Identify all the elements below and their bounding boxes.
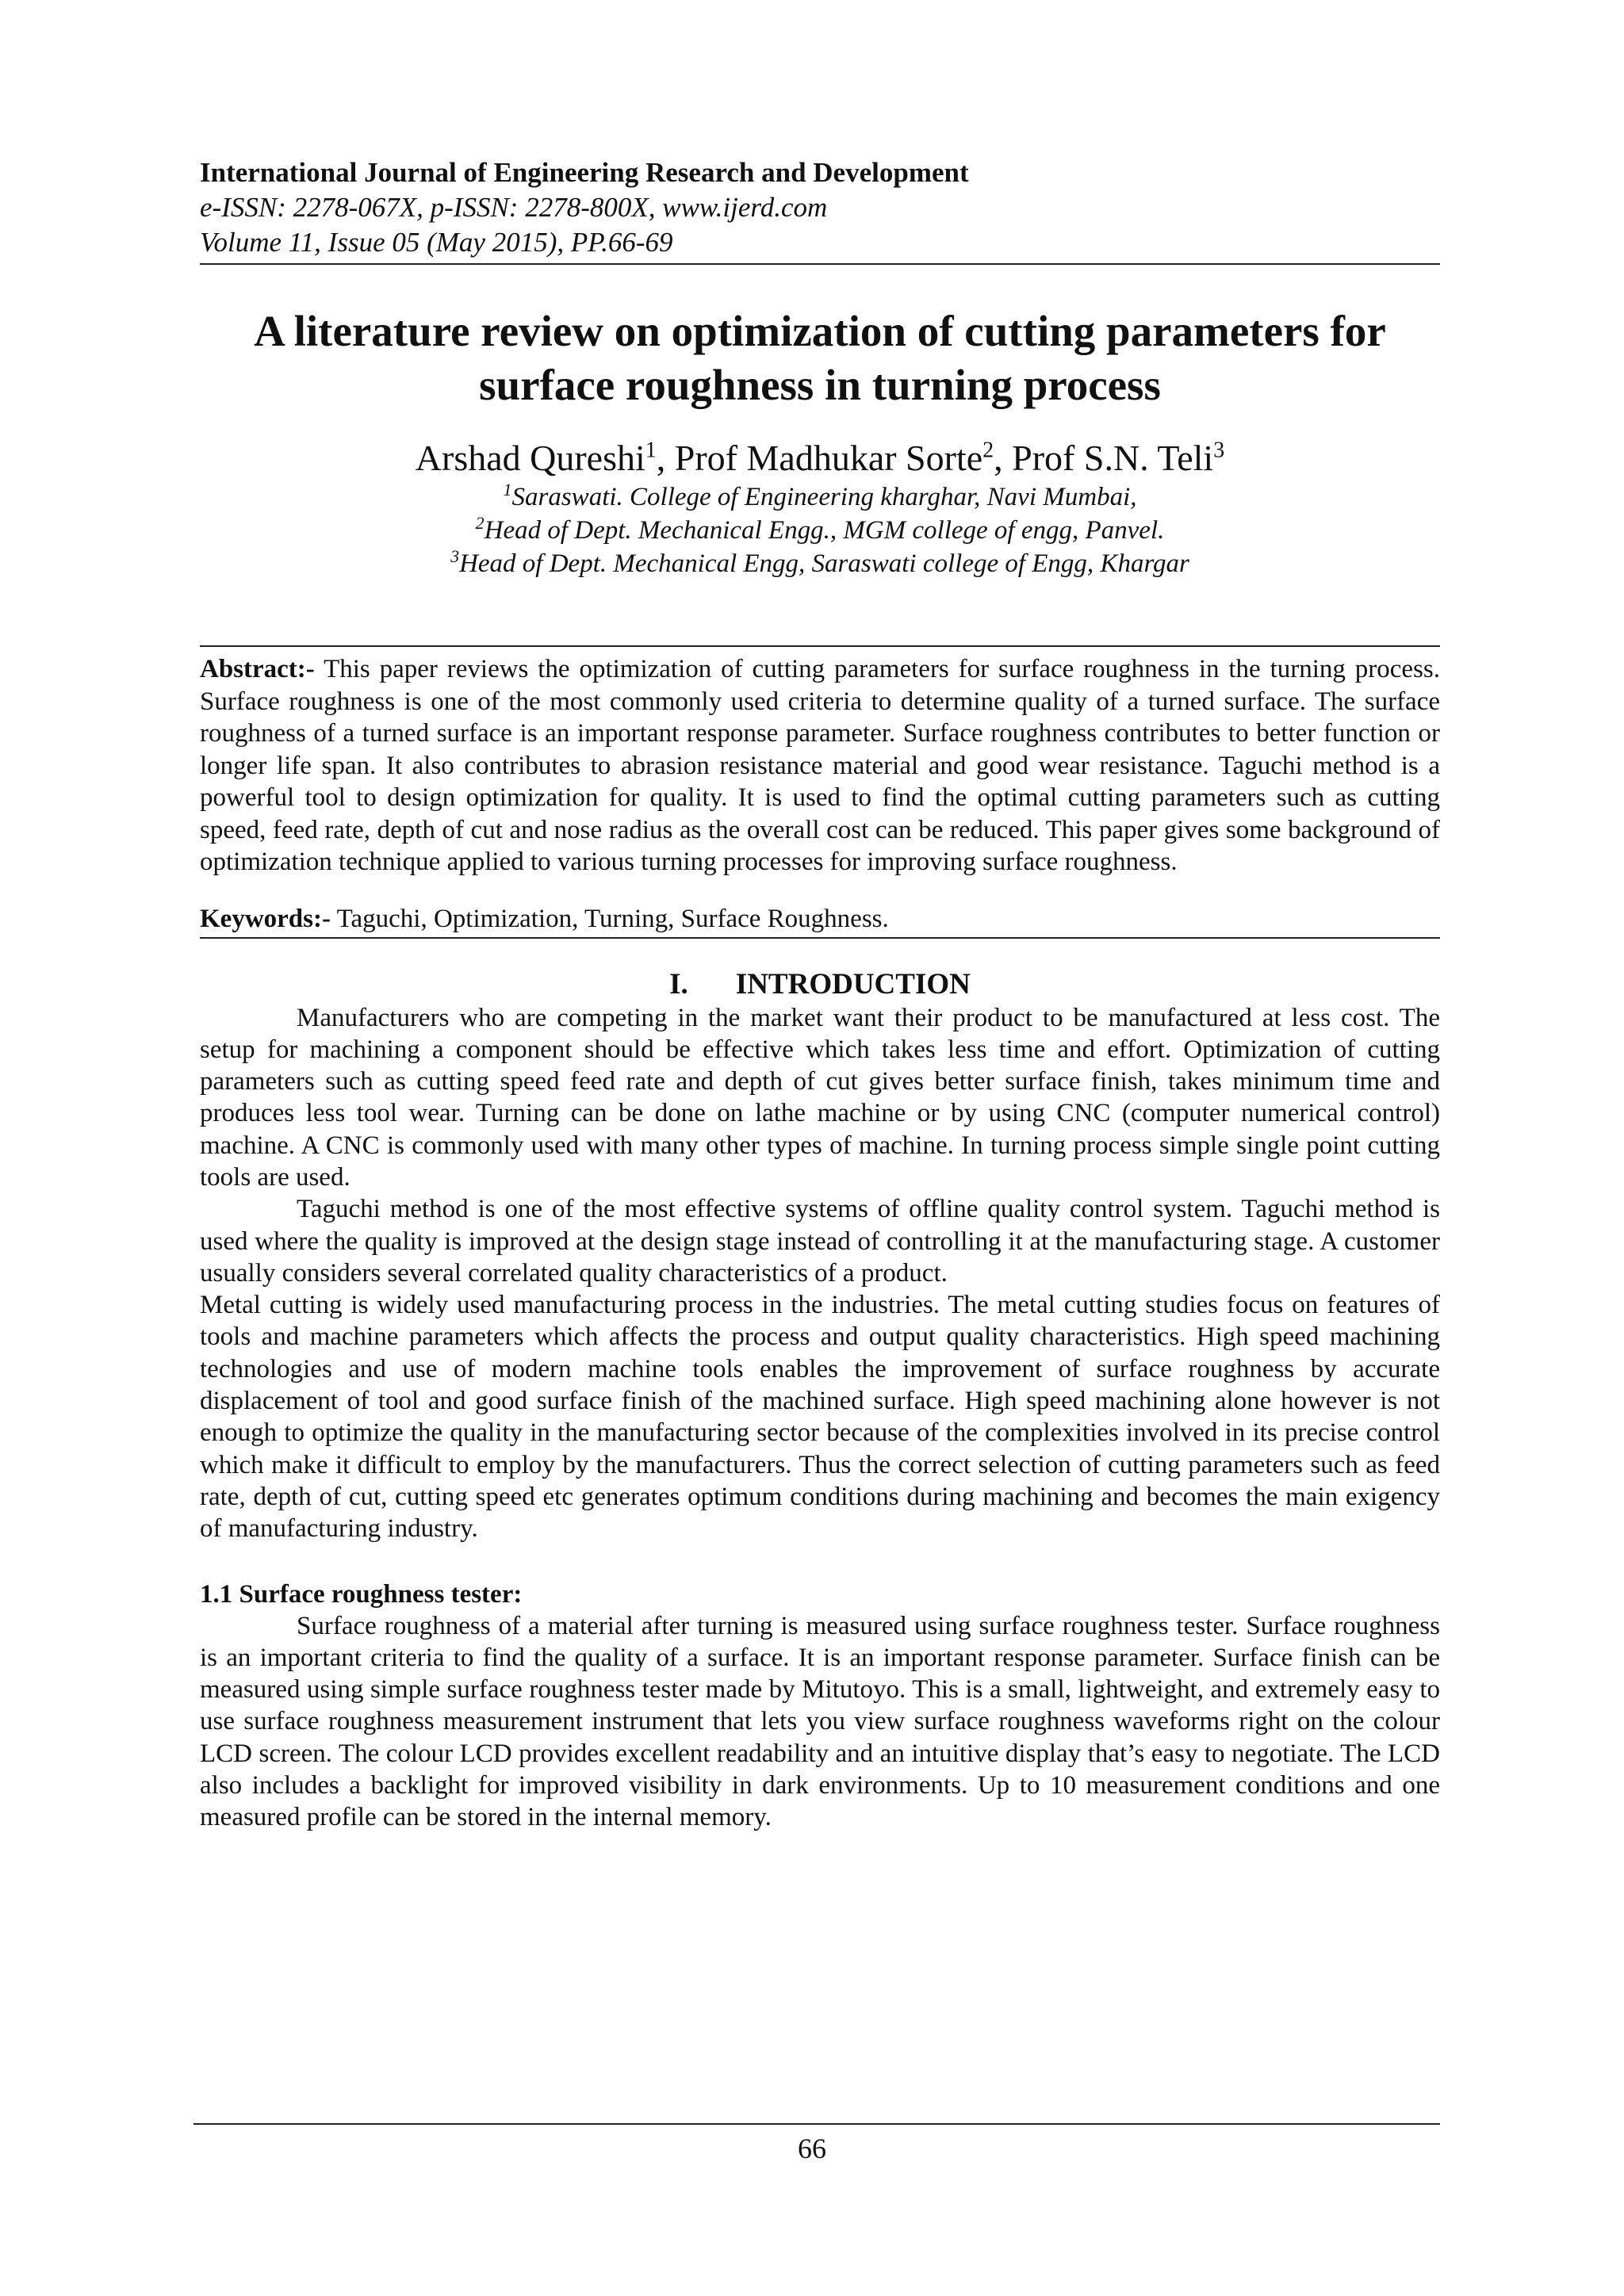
affiliation-list <box>200 480 1440 580</box>
paper-title-line-1: A literature review on optimization of cutting parameters for <box>254 307 1386 355</box>
author-name: Prof Madhukar Sorte <box>674 438 983 478</box>
subsection-paragraph: Surface roughness of a material after turning is measured using surface roughness tester. Surface roughness is an important criteria to find the quality of a surface. It is an important response parameter. Surface finish can be measured using simple surface roughness tester made by Mitutoyo. This is a small, lightweight, and extremely easy to use surface roughness measurement instrument that lets you view surface roughness waveforms right on the colour LCD screen. The colour LCD provides excellent readability and an intuitive display that’s easy to negotiate. The LCD also includes a backlight for improved visibility in dark environments. Up to 10 measurement conditions and one measured profile can be stored in the internal memory. <box>200 1611 1440 1832</box>
keywords-text: Taguchi, Optimization, Turning, Surface Roughness. <box>336 904 889 933</box>
paper-title-line-2: surface roughness in turning process <box>479 361 1161 409</box>
affiliation: $^1$Saraswati. College of Engineering kharghar, Navi Mumbai, <box>503 480 1137 511</box>
header-divider <box>200 263 1440 265</box>
author-affil-mark: 3 <box>1213 438 1225 463</box>
subsection-heading: 1.1 Surface roughness tester: <box>200 1579 523 1609</box>
section-title-text: INTRODUCTION <box>735 967 971 1001</box>
author-affil-mark: 1 <box>645 438 657 463</box>
abstract-label: Abstract:- <box>200 655 315 683</box>
paper-page <box>200 155 1440 1834</box>
section-number: I. <box>669 967 688 1001</box>
author-affil-mark: 2 <box>982 438 994 463</box>
paper-title <box>200 304 1440 412</box>
author-name: Arshad Qureshi <box>415 438 645 478</box>
footer-divider <box>193 2123 1440 2125</box>
abstract-bottom-rule <box>200 937 1440 939</box>
keywords-label: Keywords:- <box>200 904 331 933</box>
keywords <box>200 902 1440 937</box>
page-number: 66 <box>798 2133 826 2164</box>
journal-header <box>200 155 1440 260</box>
intro-paragraph-3: Metal cutting is widely used manufacturing process in the industries. The metal cutting studies focus on features of tools and machine parameters which affects the process and output quality characteristics. High speed machining technologies and use of modern machine tools enables the improvement of surface roughness by accurate displacement of tool and good surface finish of the machined surface. High speed machining alone however is not enough to optimize the quality in the manufacturing sector because of the complexities involved in its precise control which make it difficult to employ by the manufacturers. Thus the correct selection of cutting parameters such as feed rate, depth of cut, cutting speed etc generates optimum conditions during machining and becomes the main exigency of manufacturing industry. <box>200 1291 1440 1544</box>
author-name: Prof S.N. Teli <box>1012 438 1214 478</box>
affiliation: $^3$Head of Dept. Mechanical Engg, Saraswati college of Engg, Khargar <box>450 546 1189 578</box>
intro-paragraph-1: Manufacturers who are competing in the market want their product to be manufactured at less cost. The setup for machining a component should be effective which takes less time and effort. Optimization of cutting parameters such as cutting speed feed rate and depth of cut gives better surface finish, takes minimum time and produces less tool wear. Turning can be done on lathe machine or by using CNC (computer numerical control) machine. A CNC is commonly used with many other types of machine. In turning process simple single point cutting tools are used. <box>200 1003 1440 1192</box>
abstract <box>200 647 1440 878</box>
section-heading <box>200 967 1440 1002</box>
journal-volume: Volume 11, Issue 05 (May 2015), PP.66-69 <box>200 227 673 258</box>
intro-paragraph-2: Taguchi method is one of the most effective systems of offline quality control system. Taguchi method is used where the quality is improved at the design stage instead of controlling it at the manufacturing stage. A customer usually considers several correlated quality characteristics of a product. <box>200 1195 1440 1288</box>
abstract-text: This paper reviews the optimization of cutting parameters for surface roughness in the turning process. Surface roughness is one of the most commonly used criteria to determine quality of a turned surface. The surface roughness of a turned surface is an important response parameter. Surface roughness contributes to better function or longer life span. It also contributes to abrasion resistance material and good wear resistance. Taguchi method is a powerful tool to design optimization for quality. It is used to find the optimal cutting parameters such as cutting speed, feed rate, depth of cut and nose radius as the overall cost can be reduced. This paper gives some background of optimization technique applied to various turning processes for improving surface roughness. <box>200 655 1440 876</box>
author-list: Arshad Qureshi$^1$, Prof Madhukar Sorte$^2$, Prof S.N. Teli$^3$ <box>415 438 1225 478</box>
journal-issn: e-ISSN: 2278-067X, p-ISSN: 2278-800X, www.ijerd.com <box>200 192 828 223</box>
abstract-section <box>200 645 1440 939</box>
journal-name: International Journal of Engineering Research and Development <box>200 157 969 188</box>
affiliation: $^2$Head of Dept. Mechanical Engg., MGM college of engg, Panvel. <box>475 513 1165 545</box>
